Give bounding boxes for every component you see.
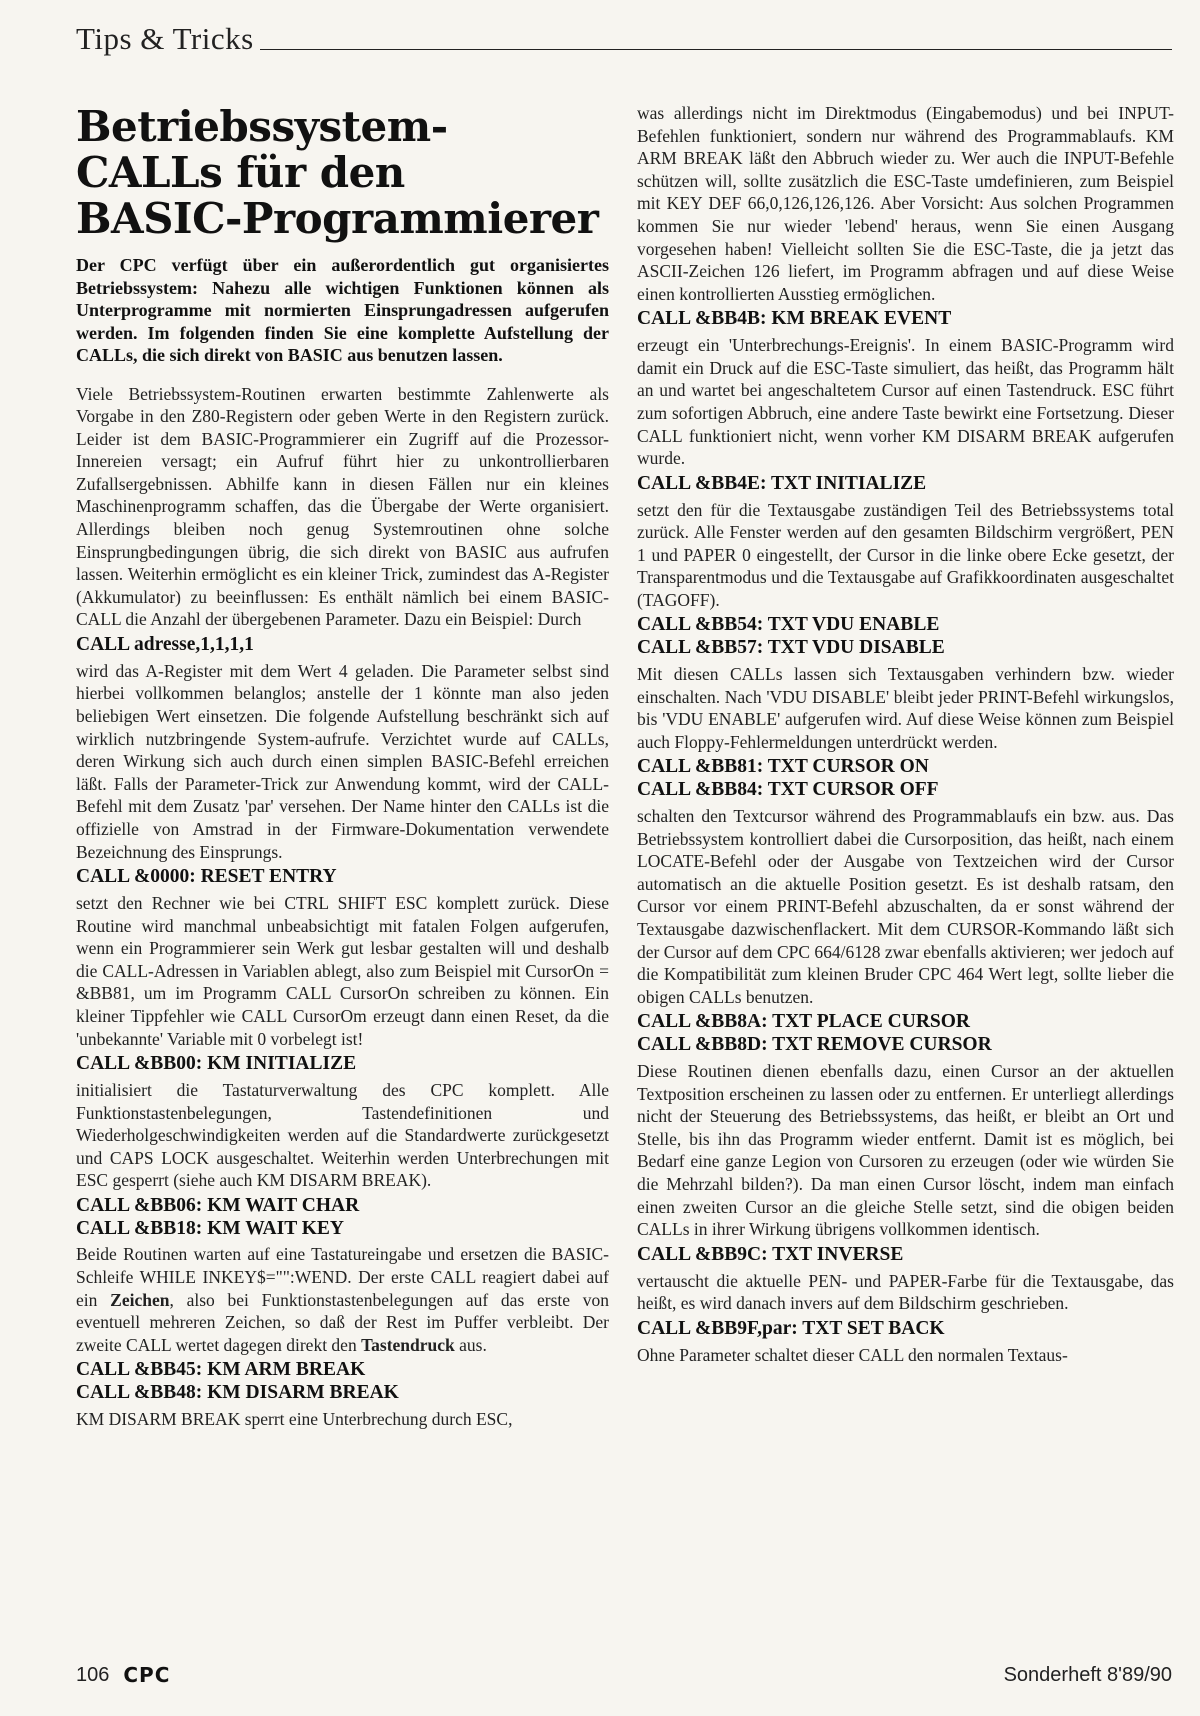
headline-line-1: Betriebssystem- [76, 102, 448, 151]
emphasis: Zeichen [110, 1289, 170, 1310]
paragraph: setzt den für die Textausgabe zuständigen Teil des Betriebssystems total zurück. Alle Fenster werden auf den gesamten Bildschirm vergrößert, PEN 1 und PAPER 0 eingestellt, der Cursor in die linke obere Ecke gesetzt, der Transparentmodus und die Textausgabe auf Grafikkoordinaten ausgeschaltet (TAGOFF). [637, 499, 1174, 610]
headline-line-3: BASIC-Programmierer [76, 194, 599, 243]
paragraph: Ohne Parameter schaltet dieser CALL den normalen Textaus- [637, 1344, 1068, 1365]
header-rule [260, 49, 1172, 50]
call-heading: CALL &BB18: KM WAIT KEY [76, 1217, 344, 1239]
paragraph: setzt den Rechner wie bei CTRL SHIFT ESC komplett zurück. Diese Routine wird manchmal unbeabsichtigt mit fatalen Folgen aufgerufen, wenn ein Programmierer sein Werk gut lesbar gestalten will und deshalb die CALL-Adressen in Variablen ablegt, also zum Beispiel mit CursorOn = &BB81, um im Programm CALL CursorOn schreiben zu können. Ein kleiner Tippfehler wie CALL CursorOm erzeugt dann einen Reset, da die 'unbekannte' Variable mit 0 vorbelegt ist! [76, 892, 609, 1049]
right-column [637, 102, 1174, 1367]
call-heading: CALL &BB8A: TXT PLACE CURSOR [637, 1011, 971, 1033]
article-lead: Der CPC verfügt über ein außerordentlich gut organisiertes Betriebssystem: Nahezu alle wichtigen Funktionen können als Unterprogramme mit normierten Einsprungadressen aufgerufen werden. Im folgenden finden Sie eine komplette Aufstellung der CALLs, die sich direkt von BASIC aus benutzen lassen. [76, 255, 609, 365]
call-heading: CALL &BB57: TXT VDU DISABLE [637, 637, 945, 659]
call-heading: CALL &BB4B: KM BREAK EVENT [637, 308, 952, 330]
brand-logo: CPC [123, 1663, 171, 1687]
section-label: Tips & Tricks [76, 21, 254, 56]
paragraph: schalten den Textcursor während des Programmablaufs ein bzw. aus. Das Betriebssystem kontrolliert dabei die Cursorposition, das heißt, nach einem LOCATE-Befehl oder der Ausgabe von Textzeichen wird der Cursor automatisch an die aktuelle Position gesetzt. Es ist deshalb ratsam, den Cursor vor einem PRINT-Befehl abzuschalten, da er sonst während der Textausgabe dazwischenflackert. Mit dem CURSOR-Kommando läßt sich der Cursor auf dem CPC 664/6128 zwar ebenfalls aktivieren; wer jedoch auf die Kompatibilität zum kleinen Bruder CPC 464 Wert legt, sollte lieber die obigen CALLs benutzen. [637, 806, 1174, 1007]
paragraph: initialisiert die Tastaturverwaltung des CPC komplett. Alle Funktionstastenbelegungen, Tastendefinitionen und Wiederholgeschwindigkeiten werden auf die Standardwerte zurückgesetzt und CAPS LOCK ausgeschaltet. Weiterhin werden Unterbrechungen mit ESC gesperrt (siehe auch KM DISARM BREAK). [76, 1079, 609, 1191]
text-run: Beide Routinen warten auf eine Tastatureingabe und ersetzen die BASIC-Schleife WHILE INKEY$="":WEND. Der erste CALL reagiert dabei auf ein [76, 1244, 609, 1310]
call-heading: CALL &0000: RESET ENTRY [76, 866, 337, 888]
article-headline [76, 104, 609, 242]
call-heading: CALL &BB8D: TXT REMOVE CURSOR [637, 1034, 992, 1056]
call-heading: CALL &BB9F,par: TXT SET BACK [637, 1317, 945, 1339]
paragraph: was allerdings nicht im Direktmodus (Eingabemodus) und bei INPUT-Befehlen funktioniert, sondern nur während des Programmablaufs. KM ARM BREAK läßt den Abbruch wieder zu. Wer auch die INPUT-Befehle schützen will, sollte zusätzlich die ESC-Taste umdefinieren, zum Beispiel mit KEY DEF 66,0,126,126,126. Aber Vorsicht: Aus solchen Programmen kommen Sie nur wieder 'lebend' heraus, wenn Sie einen Ausgang vorgesehen haben! Vielleicht sollten Sie die ESC-Taste, die ja jetzt das ASCII-Zeichen 126 liefert, im Programm abfragen und auf diese Weise einen kontrollierten Ausstieg ermöglichen. [637, 103, 1174, 304]
paragraph: erzeugt ein 'Unterbrechungs-Ereignis'. In einem BASIC-Programm wird damit ein Druck auf die ESC-Taste simuliert, das heißt, das Programm hält an und wartet bei angeschaltetem Cursor auf einen Tastendruck. ESC führt zum sofortigen Abbruch, eine andere Taste bewirkt eine Fortsetzung. Dieser CALL funktioniert nicht, wenn vorher KM DISARM BREAK aufgerufen wurde. [637, 335, 1174, 469]
page-footer [76, 1662, 1172, 1688]
paragraph: Viele Betriebssystem-Routinen erwarten bestimmte Zahlenwerte als Vorgabe in den Z80-Registern oder geben Werte in den Registern zurück. Leider ist dem BASIC-Programmierer ein Zugriff auf die Prozessor-Innereien versagt; ein Aufruf führt hier zu unkontrollierbaren Zufallsergebnissen. Abhilfe kann in diesen Fällen nur ein kleines Maschinenprogramm schaffen, das die Übergabe der Werte organisiert. Allerdings bleiben noch genug Systemroutinen ohne solche Einsprungbedingungen übrig, die sich direkt von BASIC aus aufrufen lassen. Weiterhin ermöglicht es ein kleiner Trick, zumindest das A-Register (Akkumulator) zu beeinflussen: Es enthält nämlich bei einem BASIC-CALL die Anzahl der übergebenen Parameter. Dazu ein Beispiel: Durch [76, 383, 609, 630]
call-heading: CALL &BB00: KM INITIALIZE [76, 1053, 357, 1075]
call-heading: CALL &BB45: KM ARM BREAK [76, 1359, 366, 1381]
paragraph: Diese Routinen dienen ebenfalls dazu, einen Cursor an der aktuellen Textposition erscheinen zu lassen oder zu entfernen. Er unterliegt allerdings nicht der Steuerung des Betriebssystems, das heißt, er bleibt an Ort und Stelle, bis ihn das Programm wieder entfernt. Damit ist es möglich, bei Bedarf eine ganze Legion von Cursoren zu erzeugen (oder wie würden Sie die Mehrzahl bilden?). Da man einen Cursor löscht, indem man einfach einen zweiten Cursor an die gleiche Stelle setzt, sind die obigen beiden CALLs in ihrer Wirkung übrigens vollkommen identisch. [637, 1060, 1174, 1240]
call-heading: CALL &BB4E: TXT INITIALIZE [637, 472, 927, 494]
call-heading: CALL &BB48: KM DISARM BREAK [76, 1382, 399, 1404]
paragraph: wird das A-Register mit dem Wert 4 geladen. Die Parameter selbst sind hierbei vollkommen belanglos; anstelle der 1 könnte man also jeden beliebigen Wert einsetzen. Die folgende Aufstellung beschränkt sich auf wirklich nutzbringende System-aufrufe. Verzichtet wurde auf CALLs, deren Wirkung sich auch durch einen simplen BASIC-Befehl erreichen läßt. Falls der Parameter-Trick zur Anwendung kommt, wird der CALL-Befehl mit dem Zusatz 'par' versehen. Der Name hinter den CALLs ist die offizielle von Amstrad in der Firmware-Dokumentation verwendete Bezeichnung des Einsprungs. [76, 660, 609, 862]
text-run: aus. [459, 1334, 487, 1355]
page-number: 106 [76, 1663, 110, 1686]
call-heading: CALL &BB54: TXT VDU ENABLE [637, 614, 940, 636]
issue-label: Sonderheft 8'89/90 [1003, 1663, 1172, 1686]
page-header [76, 14, 1172, 54]
emphasis: Tastendruck [361, 1334, 455, 1355]
paragraph: Mit diesen CALLs lassen sich Textausgaben verhindern bzw. wieder einschalten. Nach 'VDU DISABLE' bleibt jeder PRINT-Befehl wirkungslos, bis 'VDU ENABLE' aufgerufen wird. Auf diese Weise können zum Beispiel auch Floppy-Fehlermeldungen unterdrückt werden. [637, 664, 1174, 752]
call-heading: CALL &BB9C: TXT INVERSE [637, 1243, 904, 1265]
headline-line-2: CALLs für den [76, 148, 405, 197]
left-column [76, 104, 609, 1432]
call-heading: CALL adresse,1,1,1,1 [76, 634, 254, 656]
call-heading: CALL &BB06: KM WAIT CHAR [76, 1194, 360, 1216]
text-run: , also bei Funktionstastenbelegungen auf das erste von eventuell mehreren Zeichen, so daß der Rest im Puffer verbleibt. Der zweite CALL wertet dagegen direkt den [76, 1289, 610, 1355]
paragraph: KM DISARM BREAK sperrt eine Unterbrechung durch ESC, [76, 1409, 513, 1430]
call-heading: CALL &BB84: TXT CURSOR OFF [637, 779, 939, 801]
paragraph [76, 1243, 609, 1356]
paragraph: vertauscht die aktuelle PEN- und PAPER-Farbe für die Textausgabe, das heißt, es wird danach invers auf dem Bildschirm geschrieben. [637, 1270, 1174, 1314]
call-heading: CALL &BB81: TXT CURSOR ON [637, 756, 929, 778]
